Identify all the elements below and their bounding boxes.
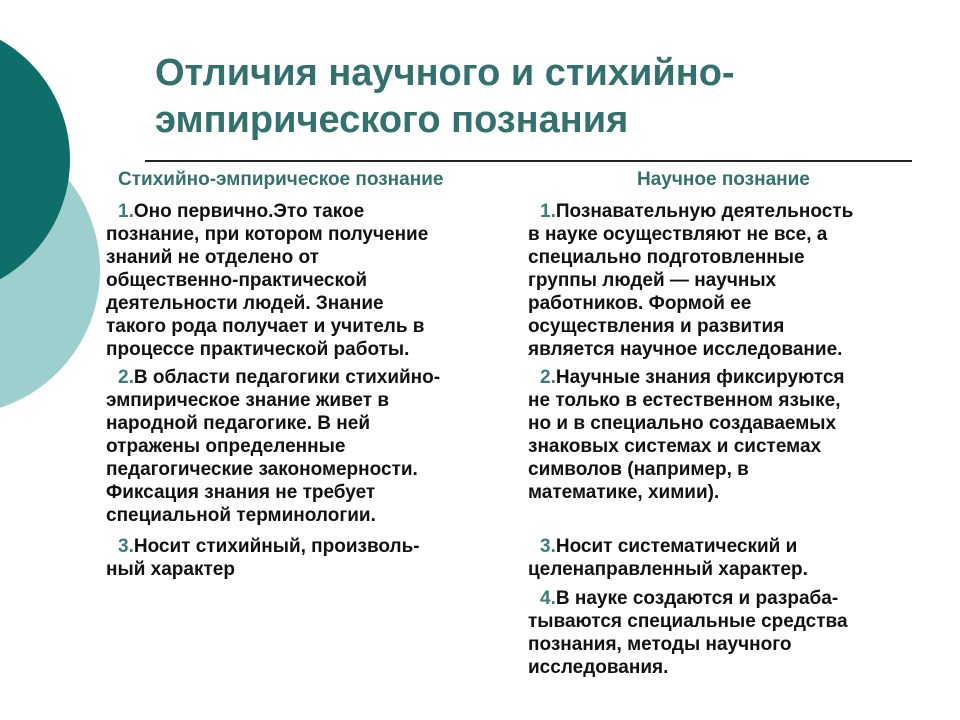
slide-title-line-1: Отличия научного и стихийно-: [155, 52, 735, 94]
right-item-3: [528, 535, 808, 581]
left-item-1: [106, 200, 428, 361]
left-item-3-line-1: Носит стихийный, произволь-: [133, 536, 420, 557]
right-item-2-line-1: Научные знания фиксируются: [555, 367, 845, 388]
right-item-1-line-4: группы людей — научных: [528, 270, 777, 291]
left-item-3: [106, 535, 420, 581]
right-item-4-line-2: тываются специальные средства: [528, 611, 848, 632]
right-item-4: [528, 587, 848, 679]
title-divider: [145, 160, 912, 162]
right-item-2-line-2: не только в естественном языке,: [528, 390, 841, 411]
right-column-header: Научное познание: [637, 169, 810, 190]
left-column-header: Стихийно-эмпирическое познание: [118, 169, 444, 190]
right-item-4-line-4: исследования.: [528, 657, 669, 678]
left-item-1-line-1: Оно первично.Это такое: [133, 201, 365, 222]
right-item-4-line-1: В науке создаются и разраба-: [555, 588, 839, 609]
left-item-1-line-2: познание, при котором получение: [106, 224, 429, 245]
right-item-1-line-1: Познавательную деятельность: [555, 201, 854, 222]
right-item-1-number: 1.: [540, 201, 556, 222]
left-item-1-number: 1.: [118, 201, 134, 222]
right-item-1-line-6: осуществления и развития: [528, 316, 785, 337]
right-item-1-line-2: в науке осуществляют не все, а: [528, 224, 828, 245]
right-item-1-line-7: является научное исследование.: [528, 339, 843, 360]
left-item-2-line-7: специальной терминологии.: [106, 505, 376, 526]
left-item-3-number: 3.: [118, 536, 134, 557]
left-item-3-line-2: ный характер: [106, 559, 235, 580]
left-item-2-line-2: эмпирическое знание живет в: [106, 390, 390, 411]
left-item-1-line-6: такого рода получает и учитель в: [106, 316, 425, 337]
left-item-1-line-3: знаний не отделено от: [106, 247, 319, 268]
right-item-1: [528, 200, 853, 361]
right-item-2-line-5: символов (например, в: [528, 459, 749, 480]
slide-title-line-2: эмпирического познания: [155, 99, 629, 141]
left-item-1-line-7: процессе практической работы.: [106, 339, 410, 360]
right-item-1-line-5: работников. Формой ее: [528, 293, 752, 314]
left-item-2-line-5: педагогические закономерности.: [106, 459, 418, 480]
left-item-2-number: 2.: [118, 367, 134, 388]
right-item-3-line-1: Носит систематический и: [555, 536, 798, 557]
right-item-3-line-2: целенаправленный характер.: [528, 559, 808, 580]
right-item-4-number: 4.: [540, 588, 556, 609]
right-item-2-line-3: но и в специально создаваемых: [528, 413, 837, 434]
left-item-2-line-6: Фиксация знания не требует: [106, 482, 376, 503]
right-item-4-line-3: познания, методы научного: [528, 634, 792, 655]
right-item-3-number: 3.: [540, 536, 556, 557]
left-item-1-line-5: деятельности людей. Знание: [106, 293, 384, 314]
right-item-2-line-4: знаковых системах и системах: [528, 436, 822, 457]
right-item-1-line-3: специально подготовленные: [528, 247, 805, 268]
left-item-1-line-4: общественно-практической: [106, 270, 368, 291]
left-item-2: [106, 366, 440, 527]
left-item-2-line-1: В области педагогики стихийно-: [133, 367, 441, 388]
right-item-2-line-6: математике, химии).: [528, 482, 720, 503]
left-item-2-line-4: отражены определенные: [106, 436, 346, 457]
slide-title: [155, 50, 915, 144]
right-item-2: [528, 366, 845, 504]
left-item-2-line-3: народной педагогике. В ней: [106, 413, 370, 434]
right-item-2-number: 2.: [540, 367, 556, 388]
